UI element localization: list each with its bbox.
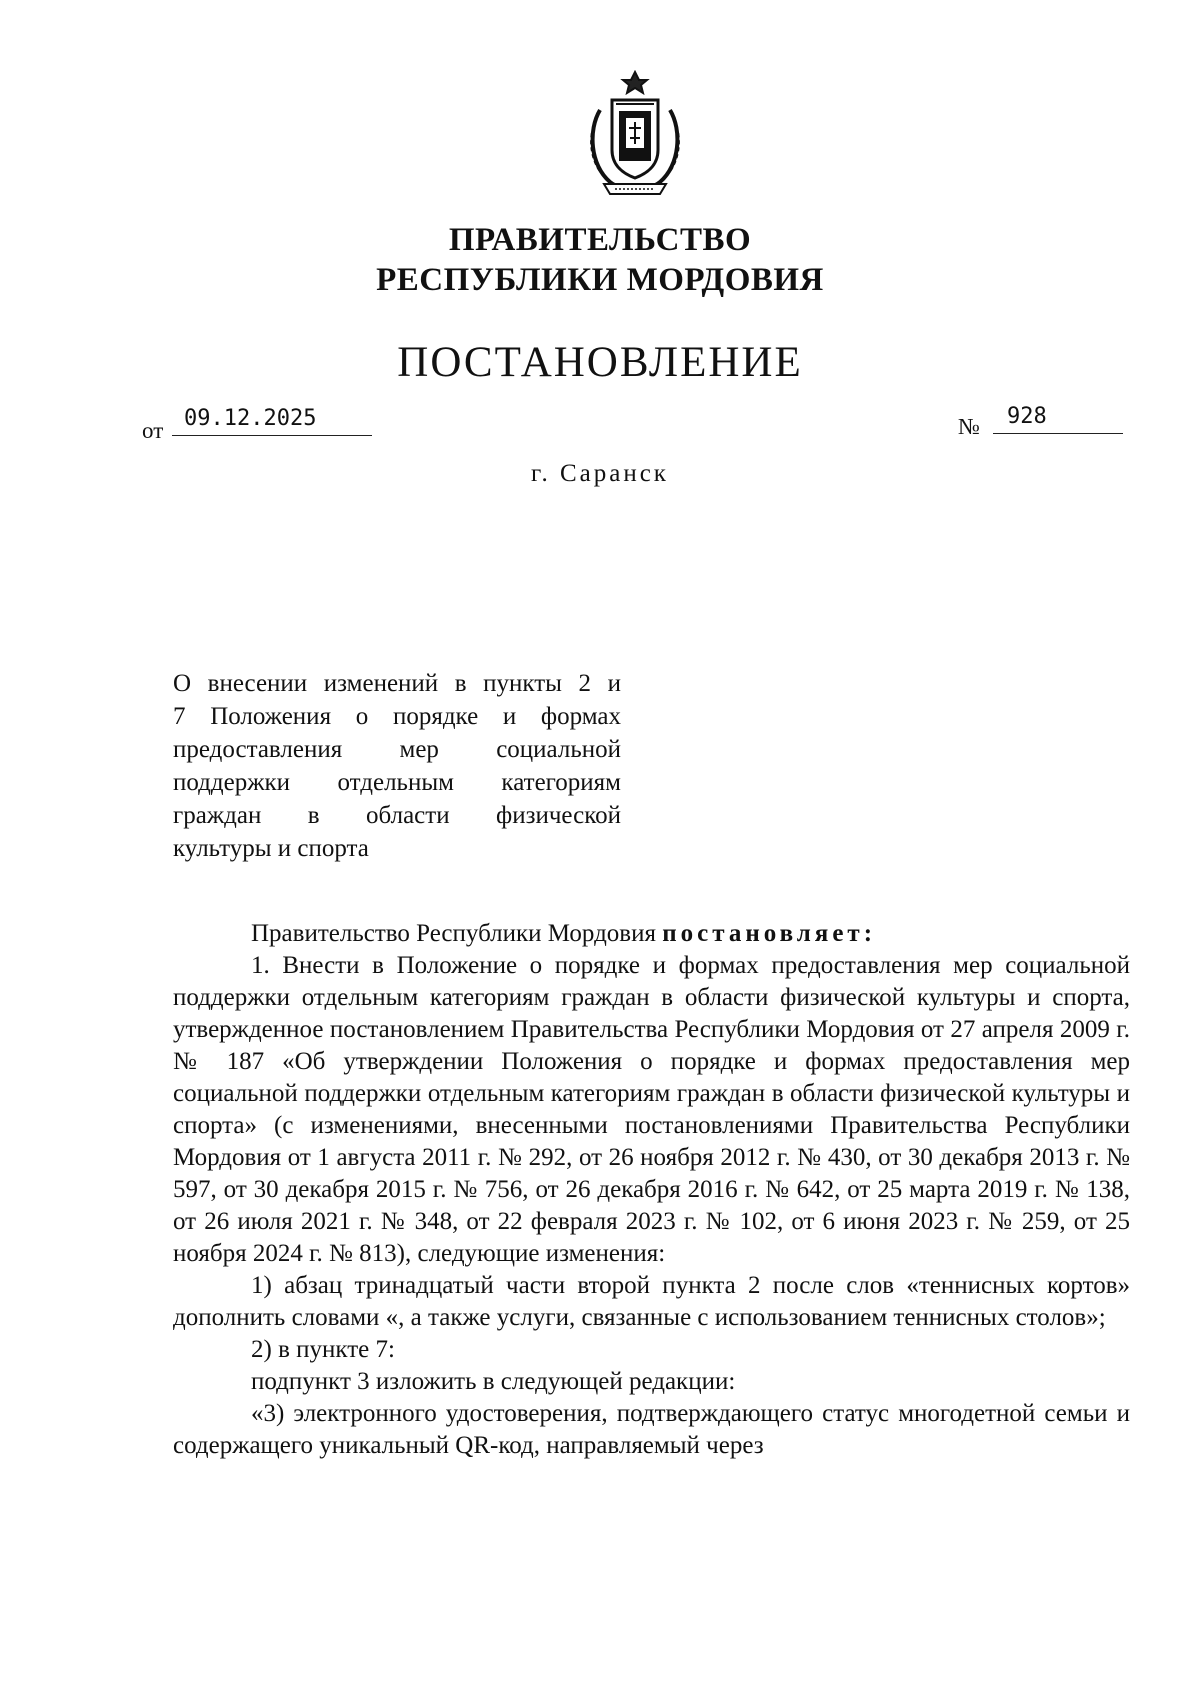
document-subject [173, 667, 621, 865]
intro-paragraph [173, 918, 1130, 950]
coat-of-arms-icon [580, 70, 690, 200]
paragraph-2: 1) абзац тринадцатый части второй пункта 2 после слов «теннисных кортов» дополнить словами «, а также услуги, связанные с использованием теннисных столов»; [173, 1272, 1130, 1331]
city: г. Саранск [531, 460, 669, 487]
date-prefix: от [142, 418, 164, 443]
document-type-title: ПОСТАНОВЛЕНИЕ [397, 339, 803, 386]
paragraph-3: 2) в пункте 7: [251, 1336, 395, 1363]
subject-line: 7 Положения о порядке и формах [173, 703, 621, 730]
document-number: 928 [993, 404, 1123, 434]
paragraph-4: подпункт 3 изложить в следующей редакции: [251, 1368, 736, 1395]
subject-line: культуры и спорта [173, 835, 369, 862]
intro-lead: Правительство Республики Мордовия [251, 920, 656, 947]
document-date: 09.12.2025 [172, 406, 372, 436]
document-body [173, 918, 1130, 1462]
government-title-line2: РЕСПУБЛИКИ МОРДОВИЯ [376, 262, 824, 298]
decree-word: постановляет: [662, 920, 877, 947]
subject-line: О внесении изменений в пункты 2 и [173, 670, 621, 697]
subject-line: поддержки отдельным категориям [173, 769, 621, 796]
number-prefix: № [958, 414, 980, 439]
subject-line: граждан в области физической [173, 802, 621, 829]
subject-line: предоставления мер социальной [173, 736, 621, 763]
paragraph-1: 1. Внести в Положение о порядке и формах предоставления мер социальной поддержки отдельным категориям граждан в области физической культуры и спорта, утвержденное постановлением Правительства Республики Мордовия от 27 апреля 2009 г. № 187 «Об утверждении Положения о порядке и формах предоставления мер социальной поддержки отдельным категориям граждан в области физической культуры и спорта» (с изменениями, внесенными постановлениями Правительства Республики Мордовия от 1 августа 2011 г. № 292, от 26 ноября 2012 г. № 430, от 30 декабря 2013 г. № 597, от 30 декабря 2015 г. № 756, от 26 декабря 2016 г. № 642, от 25 марта 2019 г. № 138, от 26 июля 2021 г. № 348, от 22 февраля 2023 г. № 102, от 6 июня 2023 г. № 259, от 25 ноября 2024 г. № 813), следующие изменения: [173, 952, 1130, 1267]
paragraph-5: «3) электронного удостоверения, подтверждающего статус многодетной семьи и содержащего уникальный QR-код, направляемый через [173, 1400, 1130, 1459]
government-title-line1: ПРАВИТЕЛЬСТВО [448, 222, 752, 258]
